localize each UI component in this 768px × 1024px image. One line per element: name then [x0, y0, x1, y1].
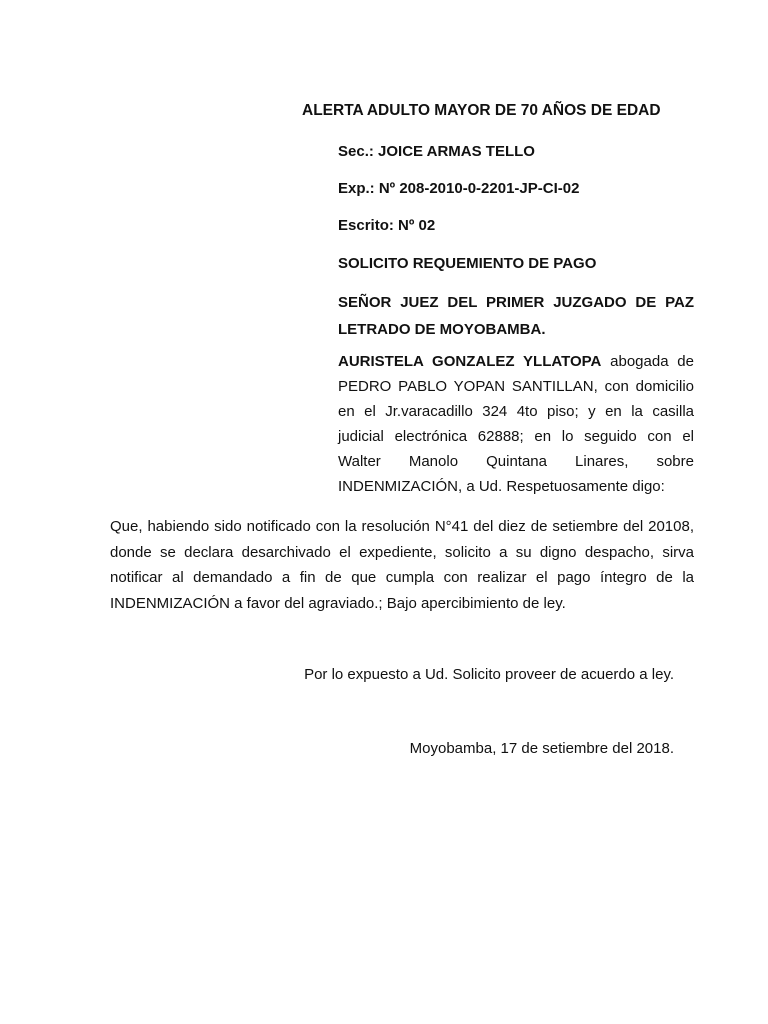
- addressee-line: SEÑOR JUEZ DEL PRIMER JUZGADO DE PAZ: [338, 294, 694, 311]
- addressee-block: [338, 289, 694, 343]
- request-line: Que, habiendo sido notificado con la resolución N°41 del diez de setiembre del 20108,: [110, 518, 694, 535]
- request-paragraph: [110, 514, 694, 616]
- closing-statement: Por lo expuesto a Ud. Solicito proveer de acuerdo a ley.: [304, 666, 674, 683]
- intro-line: Walter Manolo Quintana Linares, sobre: [338, 453, 694, 470]
- intro-line: INDENMIZACIÓN, a Ud. Respetuosamente digo:: [338, 478, 665, 495]
- lawyer-name: AURISTELA GONZALEZ YLLATOPA: [338, 353, 602, 370]
- escrito-line: Escrito: Nº 02: [338, 217, 436, 234]
- request-line: donde se declara desarchivado el expediente, solicito a su digno despacho, sirva: [110, 543, 694, 561]
- addressee-line: LETRADO DE MOYOBAMBA.: [338, 321, 546, 338]
- intro-first-line: [338, 349, 694, 374]
- expediente-line: Exp.: Nº 208-2010-0-2201-JP-CI-02: [338, 180, 580, 197]
- intro-line: judicial electrónica 62888; en lo seguido con el: [338, 428, 694, 445]
- place-and-date: Moyobamba, 17 de setiembre del 2018.: [409, 740, 674, 757]
- intro-line: PEDRO PABLO YOPAN SANTILLAN, con domicilio: [338, 378, 694, 395]
- introduction-paragraph: [338, 349, 694, 499]
- subject-line: SOLICITO REQUEMIENTO DE PAGO: [338, 255, 597, 272]
- intro-line: en el Jr.varacadillo 324 4to piso; y en la casilla: [338, 403, 694, 420]
- request-line: notificar al demandado a fin de que cumpla con realizar el pago íntegro de la: [110, 569, 694, 586]
- secretary-line: Sec.: JOICE ARMAS TELLO: [338, 143, 535, 160]
- alert-title: ALERTA ADULTO MAYOR DE 70 AÑOS DE EDAD: [302, 102, 661, 119]
- request-line: INDENMIZACIÓN a favor del agraviado.; Bajo apercibimiento de ley.: [110, 594, 566, 612]
- intro-first-line-rest: abogada de: [601, 353, 694, 370]
